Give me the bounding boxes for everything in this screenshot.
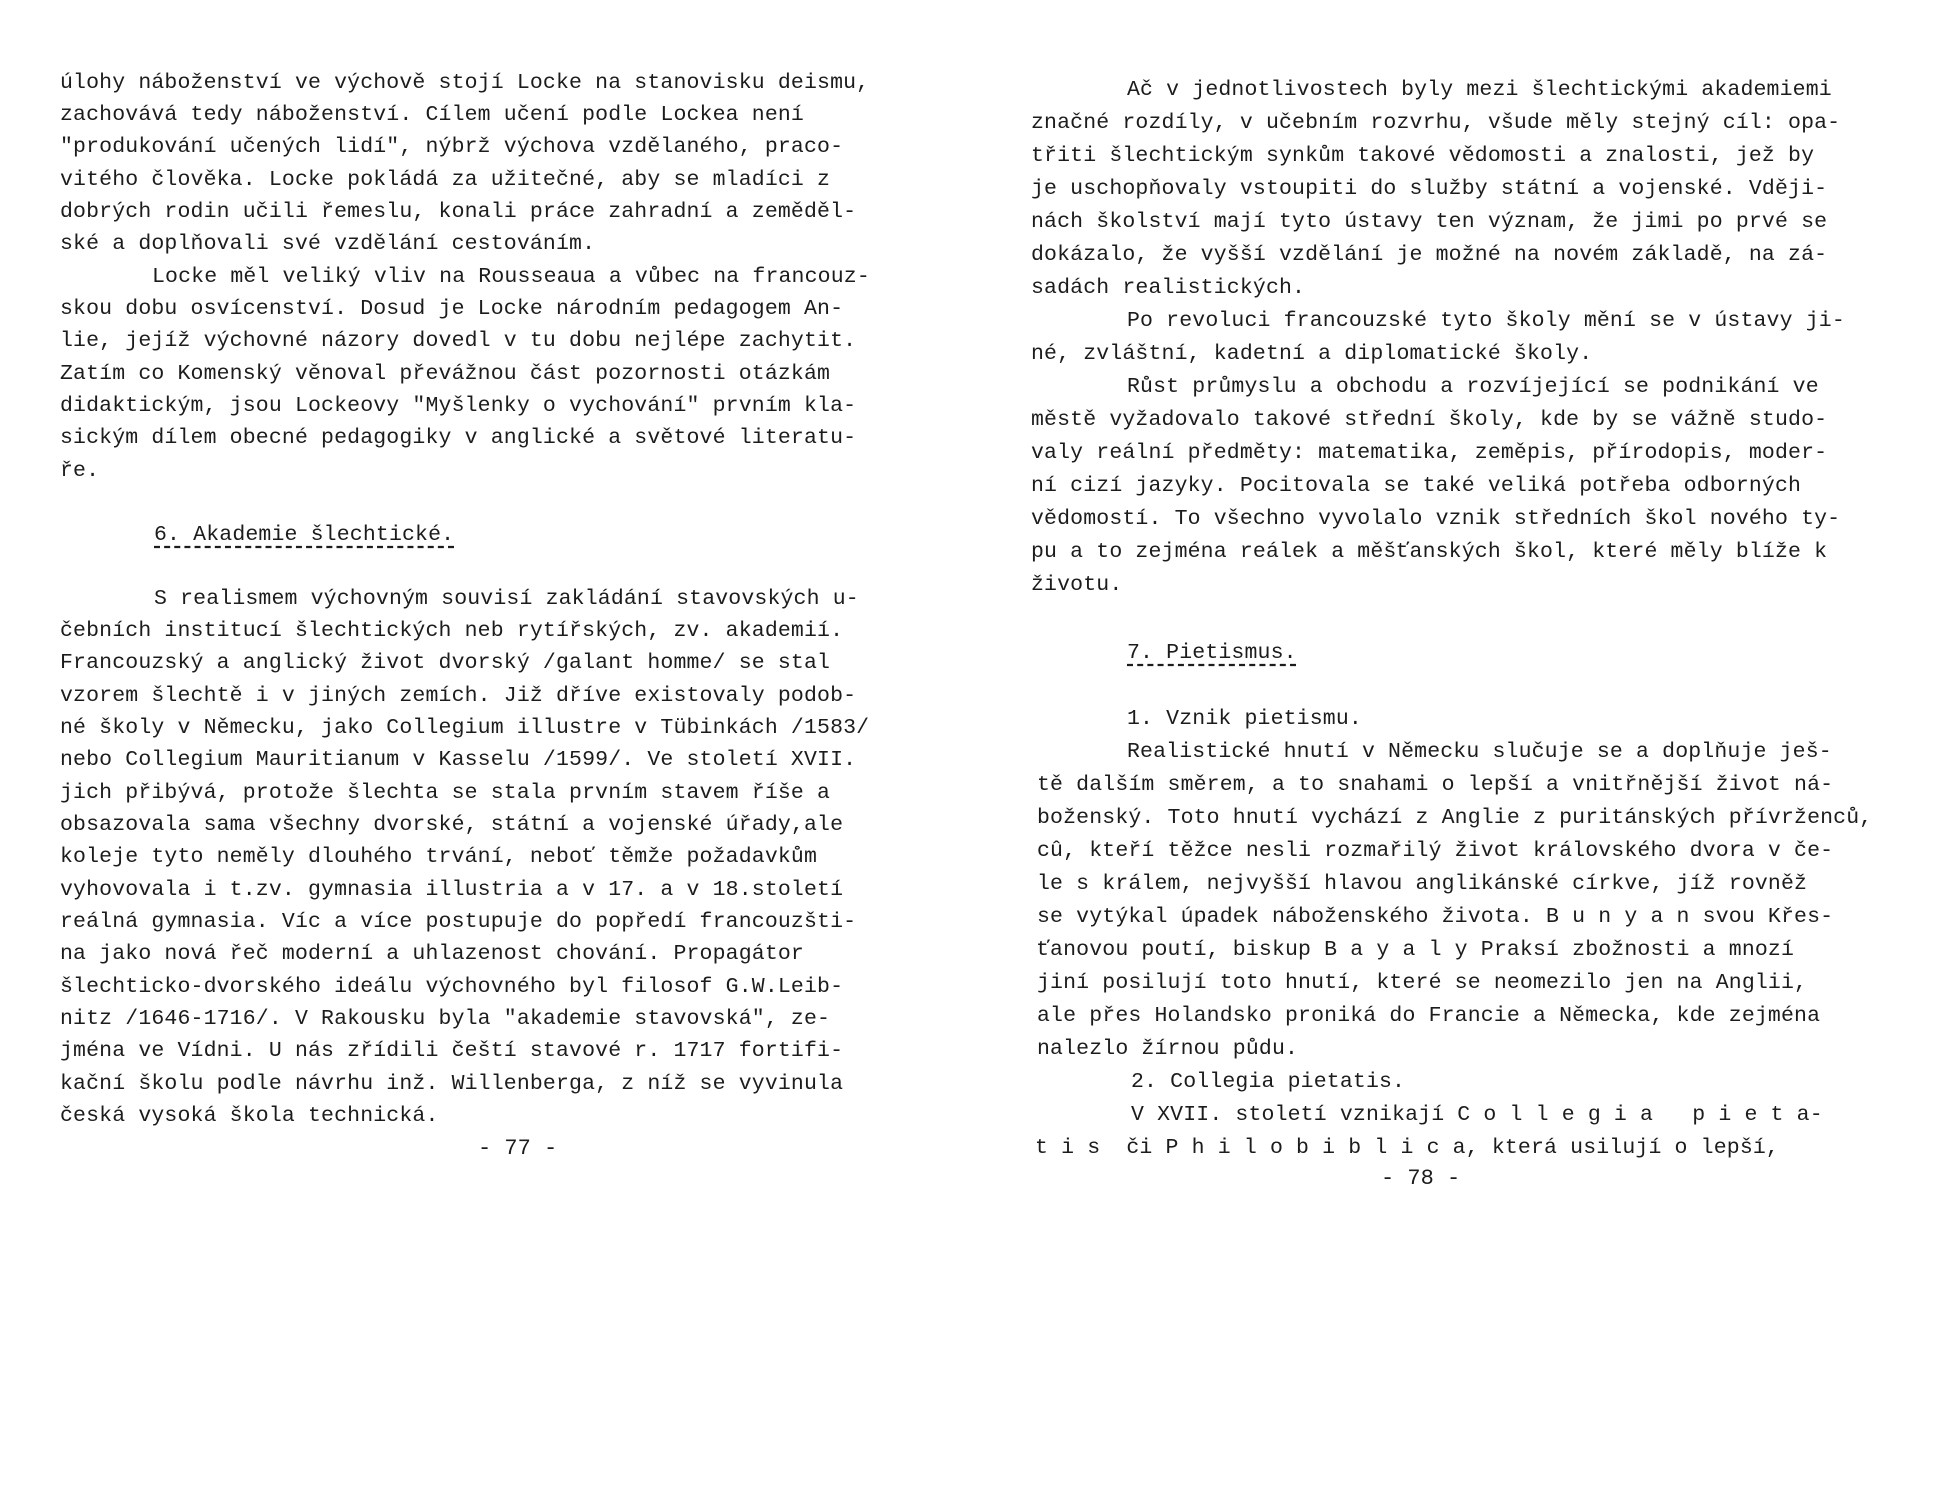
left-page — [0, 0, 970, 1500]
text-line: Zatím co Komenský věnoval převážnou část pozornosti otázkám — [60, 362, 831, 386]
text-line: Ač v jednotlivostech byly mezi šlechtickými akademiemi — [1127, 78, 1832, 102]
text-line: boženský. Toto hnutí vychází z Anglie z puritánských přívrženců, — [1037, 806, 1873, 830]
text-line: vyhovovala i t.zv. gymnasia illustria a v 17. a v 18.století — [60, 878, 844, 902]
text-line: vitého člověka. Locke pokládá za užitečné, aby se mladíci z — [60, 168, 831, 192]
text-line: na jako nová řeč moderní a uhlazenost chování. Propagátor — [60, 942, 804, 966]
subsection-heading: 1. Vznik pietismu. — [1127, 707, 1362, 731]
page-number: - 78 - — [1381, 1166, 1461, 1191]
text-line: sadách realistických. — [1031, 276, 1306, 300]
text-line: ale přes Holandsko proniká do Francie a Německa, kde zejména — [1037, 1004, 1821, 1028]
text-line: né, zvláštní, kadetní a diplomatické školy. — [1031, 342, 1593, 366]
text-line: tě dalším směrem, a to snahami o lepší a vnitřnější život ná- — [1037, 773, 1834, 797]
text-line: nitz /1646-1716/. V Rakousku byla "akademie stavovská", ze- — [60, 1007, 831, 1031]
text-line: valy reální předměty: matematika, zeměpis, přírodopis, moder- — [1031, 441, 1828, 465]
subsection-heading: 2. Collegia pietatis. — [1131, 1070, 1406, 1094]
text-line: třiti šlechtickým synkům takové vědomosti a znalosti, jež by — [1031, 144, 1815, 168]
text-line: S realismem výchovným souvisí zakládání stavovských u- — [154, 587, 859, 611]
text-line: Po revoluci francouzské tyto školy mění se v ústavy ji- — [1127, 309, 1845, 333]
text-line: ťanovou poutí, biskup B a y a l y Praksí zbožnosti a mnozí — [1037, 938, 1795, 962]
text-line: nebo Collegium Mauritianum v Kasselu /1599/. Ve století XVII. — [60, 748, 857, 772]
text-line: je uschopňovaly vstoupiti do služby státní a vojenské. Vději- — [1031, 177, 1828, 201]
text-line: pu a to zejména reálek a měšťanských škol, které měly blíže k — [1031, 540, 1828, 564]
text-line: životu. — [1031, 573, 1123, 597]
text-line: t i s či P h i l o b i b l i c a, která usilují o lepší, — [1035, 1136, 1779, 1160]
text-line: reálná gymnasia. Víc a více postupuje do popředí francouzšti- — [60, 910, 857, 934]
text-line: městě vyžadovalo takové střední školy, kde by se vážně studo- — [1031, 408, 1828, 432]
text-line: obsazovala sama všechny dvorské, státní a vojenské úřady,ale — [60, 813, 844, 837]
page-number: - 77 - — [478, 1136, 558, 1161]
text-line: nách školství mají tyto ústavy ten význam, že jimi po prvé se — [1031, 210, 1828, 234]
text-line: koleje tyto neměly dlouhého trvání, neboť těmže požadavkům — [60, 845, 818, 869]
text-line: skou dobu osvícenství. Dosud je Locke národním pedagogem An- — [60, 297, 844, 321]
text-line: jména ve Vídni. U nás zřídili čeští stavové r. 1717 fortifi- — [60, 1039, 844, 1063]
section-heading: 6. Akademie šlechtické. — [154, 523, 455, 547]
text-line: Realistické hnutí v Německu slučuje se a doplňuje ješ- — [1127, 740, 1832, 764]
text-line: ní cizí jazyky. Pocitovala se také veliká potřeba odborných — [1031, 474, 1802, 498]
text-line: ře. — [60, 459, 100, 483]
text-line: dokázalo, že vyšší vzdělání je možné na novém základě, na zá- — [1031, 243, 1828, 267]
text-line: šlechticko-dvorského ideálu výchovného byl filosof G.W.Leib- — [60, 975, 844, 999]
text-line: čebních institucí šlechtických neb rytířských, zv. akademií. — [60, 619, 844, 643]
text-line: česká vysoká škola technická. — [60, 1104, 439, 1128]
text-line: sickým dílem obecné pedagogiky v anglické a světové literatu- — [60, 426, 857, 450]
text-line: Francouzský a anglický život dvorský /galant homme/ se stal — [60, 651, 831, 675]
text-line: dobrých rodin učili řemeslu, konali práce zahradní a zeměděl- — [60, 200, 857, 224]
right-page — [971, 0, 1942, 1500]
text-line: jich přibývá, protože šlechta se stala prvním stavem říše a — [60, 781, 831, 805]
text-line: cû, kteří těžce nesli rozmařilý život královského dvora v če- — [1037, 839, 1834, 863]
text-line: "produkování učených lidí", nýbrž výchova vzdělaného, praco- — [60, 135, 844, 159]
text-line: vzorem šlechtě i v jiných zemích. Již dříve existovaly podob- — [60, 684, 857, 708]
text-line: Locke měl veliký vliv na Rousseaua a vůbec na francouz- — [152, 265, 870, 289]
text-line: vědomostí. To všechno vyvolalo vznik středních škol nového ty- — [1031, 507, 1841, 531]
text-line: V XVII. století vznikají C o l l e g i a p i e t a- — [1131, 1103, 1823, 1127]
text-line: se vytýkal úpadek náboženského života. B u n y a n svou Křes- — [1037, 905, 1834, 929]
text-line: didaktickým, jsou Lockeovy "Myšlenky o vychování" prvním kla- — [60, 394, 857, 418]
text-line: né školy v Německu, jako Collegium illustre v Tübinkách /1583/ — [60, 716, 870, 740]
text-line: ské a doplňovali své vzdělání cestováním. — [60, 232, 596, 256]
text-line: Růst průmyslu a obchodu a rozvíjející se podnikání ve — [1127, 375, 1819, 399]
text-line: le s králem, nejvyšší hlavou anglikánské církve, jíž rovněž — [1037, 872, 1808, 896]
text-line: kační školu podle návrhu inž. Willenberga, z níž se vyvinula — [60, 1072, 844, 1096]
text-line: nalezlo žírnou půdu. — [1037, 1037, 1299, 1061]
text-line: značné rozdíly, v učebním rozvrhu, všude měly stejný cíl: opa- — [1031, 111, 1841, 135]
text-line: úlohy náboženství ve výchově stojí Locke na stanovisku deismu, — [60, 71, 870, 95]
text-line: zachovává tedy náboženství. Cílem učení podle Lockea není — [60, 103, 804, 127]
text-line: jiní posilují toto hnutí, které se neomezilo jen na Anglii, — [1037, 971, 1808, 995]
section-heading: 7. Pietismus. — [1127, 641, 1297, 665]
text-line: lie, jejíž výchovné názory dovedl v tu dobu nejlépe zachytit. — [60, 329, 857, 353]
